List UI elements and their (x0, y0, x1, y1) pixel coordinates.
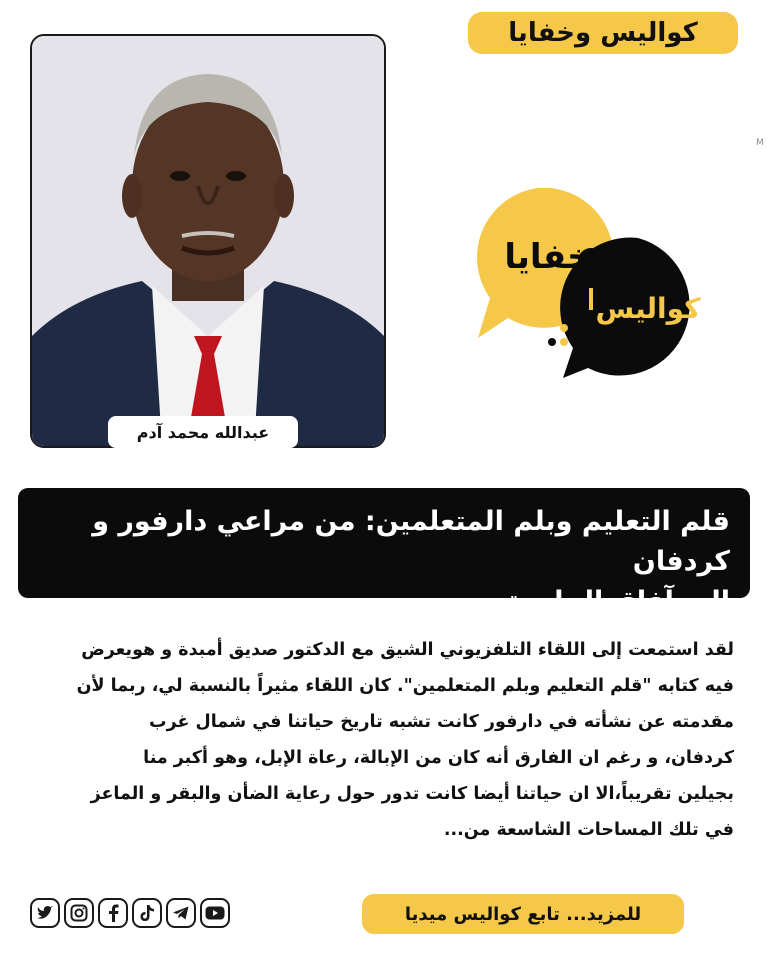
portrait-photo (30, 34, 386, 448)
body-line: فيه كتابه "قلم التعليم وبلم المتعلمين". كان اللقاء مثيراً بالنسبة لي، ربما لأن (76, 676, 734, 696)
body-line: في تلك المساحات الشاسعة من... (443, 820, 734, 840)
telegram-icon[interactable] (166, 898, 196, 928)
headline (18, 488, 750, 617)
portrait-illustration (32, 36, 384, 446)
headline-line-2: إلى آفاق الجامعة (505, 586, 730, 617)
facebook-icon[interactable] (98, 898, 128, 928)
body-line: مقدمته عن نشأته في دارفور كانت تشبه تاريخ حياتنا في شمال غرب (149, 712, 734, 732)
social-icons (30, 898, 230, 934)
logo-word-bottom: كواليس (595, 292, 701, 325)
tiktok-icon[interactable] (132, 898, 162, 928)
corner-mark: M (756, 138, 764, 148)
body-line: لقد استمعت إلى اللقاء التلفزيوني الشيق مع الدكتور صديق أمبدة و هويعرض (81, 640, 734, 660)
follow-label: للمزيد... تابع كواليس ميديا (404, 903, 642, 925)
follow-badge[interactable] (362, 894, 684, 934)
top-badge-label: كواليس وخفايا (508, 18, 698, 48)
logo-graphic (468, 188, 718, 388)
headline-line-1: قلم التعليم وبلم المتعلمين: من مراعي دارفور و كردفان (92, 506, 730, 577)
photo-caption-text: عبدالله محمد آدم (136, 422, 270, 442)
brand-logo (468, 188, 718, 388)
body-line: كردفان، و رغم ان الفارق أنه كان من الإبالة، رعاة الإبل، وهو أكبر منا (143, 748, 734, 768)
youtube-icon[interactable] (200, 898, 230, 928)
twitter-icon[interactable] (30, 898, 60, 928)
logo-word-top: خفايا (504, 237, 592, 277)
article-body (34, 632, 734, 848)
top-badge (468, 12, 738, 54)
instagram-icon[interactable] (64, 898, 94, 928)
body-line: بجيلين تقريباً،الا ان حياتنا أيضا كانت تدور حول رعاية الضأن والبقر و الماعز (90, 784, 734, 804)
photo-caption (108, 416, 298, 448)
